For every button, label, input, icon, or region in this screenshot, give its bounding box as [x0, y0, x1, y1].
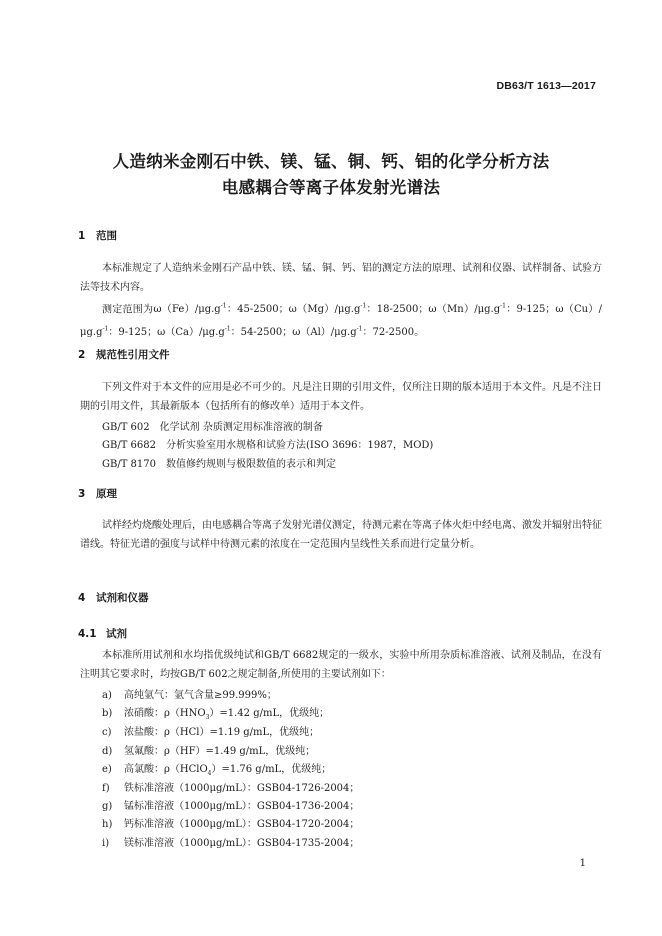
range-item: $\omega(Fe)/\mu g.g^{-1}$：45-2500； — [153, 303, 289, 316]
section-number: 1 — [78, 230, 86, 242]
list-item: g) 锰标准溶液（1000μg/mL）：GSB04-1736-2004； — [102, 801, 360, 812]
reference-item: GB/T 6682 分析实验室用水规格和试验方法(ISO 3696：1987，MOD) — [102, 440, 434, 451]
range-item: $\omega(Ca)/\mu g.g^{-1}$：54-2500； — [157, 325, 293, 338]
paragraph: 本标准所用试剂和水均指优级纯试和GB/T 6682规定的一级水，实验中所用杂质标准溶液、试剂及制品，在没有注明其它要求时，均按GB/T 602之规定制备,所使用的主要试剂如下： — [80, 650, 602, 680]
page-number: 1 — [579, 858, 586, 869]
paragraph: 本标准规定了人造纳米金刚石产品中铁、镁、锰、铜、钙、铝的测定方法的原理、试剂和仪器、试样制备、试验方法等技术内容。 — [80, 263, 602, 293]
section-number: 3 — [78, 488, 86, 500]
subsection-title: 试剂 — [106, 628, 127, 640]
section-heading-scope — [78, 228, 117, 243]
measurement-range — [80, 297, 602, 342]
section-title: 原理 — [96, 488, 117, 500]
list-item: h) 钙标准溶液（1000μg/mL）：GSB04-1720-2004； — [102, 819, 360, 830]
range-item: $\omega(Cu)/\mu g.g^{-1}$：9-125； — [80, 304, 602, 338]
section-title: 范围 — [96, 230, 117, 242]
section-heading-normative-references — [78, 347, 170, 362]
subsection-number: 4.1 — [78, 628, 97, 640]
list-item: b) 浓硝酸：$\rho(HNO_3)=1.42$ g/mL，优级纯； — [102, 708, 330, 721]
section-number: 2 — [78, 349, 86, 361]
list-item: a) 高纯氩气：氩气含量≥99.999%； — [102, 690, 277, 701]
section-title: 规范性引用文件 — [96, 349, 170, 361]
reference-item: GB/T 8170 数值修约规则与极限数值的表示和判定 — [102, 459, 337, 470]
paragraph: 试样经灼烧酸处理后，由电感耦合等离子发射光谱仪测定，待测元素在等离子体火炬中经电离、激发并辐射出特征谱线。特征光谱的强度与试样中待测元素的浓度在一定范围内呈线性关系而进行定量分析。 — [80, 520, 602, 550]
list-item: i) 镁标准溶液（1000μg/mL）：GSB04-1735-2004； — [102, 838, 360, 849]
document-subtitle: 电感耦合等离子体发射光谱法 — [221, 178, 441, 197]
range-item: $\omega(Al)/\mu g.g^{-1}$：72-2500。 — [292, 325, 425, 338]
list-item: e) 高氯酸：ρ（HClO$_4$）=1.76 g/mL，优级纯； — [102, 764, 332, 777]
document-code: DB63/T 1613—2017 — [496, 80, 596, 92]
range-item: $\omega(Mg)/\mu g.g^{-1}$：18-2500； — [288, 303, 429, 316]
range-lead: 测定范围为 — [102, 304, 154, 316]
section-heading-reagents-instruments — [78, 590, 149, 605]
subsection-heading-reagents — [78, 626, 127, 641]
paragraph: 下列文件对于本文件的应用是必不可少的。凡是注日期的引用文件，仅所注日期的版本适用于本文件。凡是不注日期的引用文件，其最新版本（包括所有的修改单）适用于本文件。 — [80, 382, 602, 412]
section-heading-principle — [78, 486, 117, 501]
list-item: f) 铁标准溶液（1000μg/mL）：GSB04-1726-2004； — [102, 783, 360, 794]
list-item: d) 氢氟酸：ρ（HF）=1.49 g/mL，优级纯； — [102, 746, 316, 757]
section-number: 4 — [78, 592, 86, 604]
section-title: 试剂和仪器 — [96, 592, 149, 604]
list-item: c) 浓盐酸：ρ（HCl）=1.19 g/mL，优级纯； — [102, 727, 320, 738]
document-title: 人造纳米金刚石中铁、镁、锰、铜、钙、铝的化学分析方法 — [112, 152, 550, 171]
reference-item: GB/T 602 化学试剂 杂质测定用标准溶液的制备 — [102, 422, 323, 433]
range-item: $\omega(Mn)/\mu g.g^{-1}$：9-125； — [428, 303, 556, 316]
